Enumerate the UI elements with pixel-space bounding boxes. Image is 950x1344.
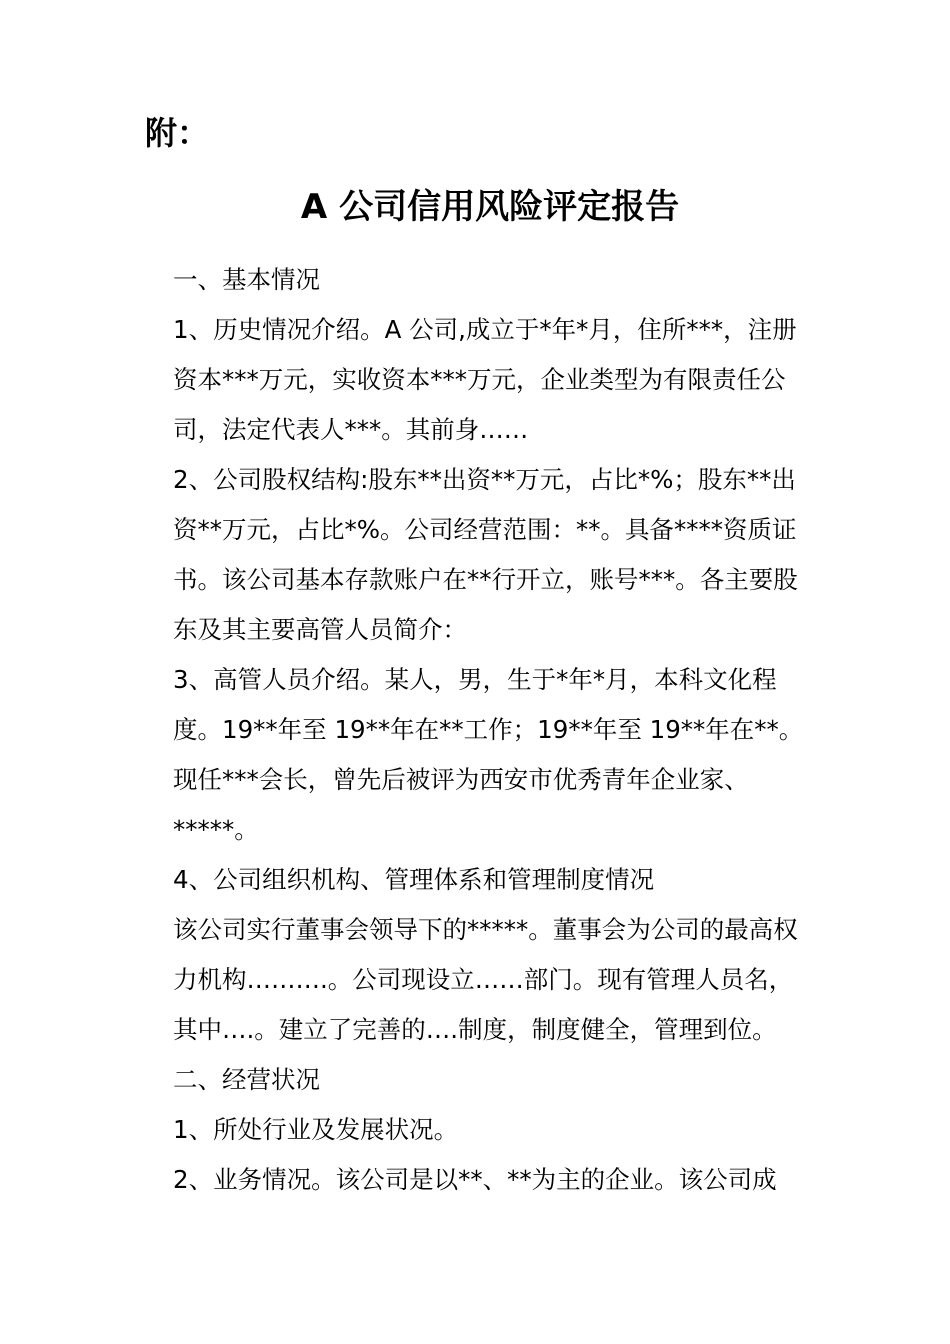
report-title: A 公司信用风险评定报告 <box>300 187 680 227</box>
paragraph-organization-heading: 4、公司组织机构、管理体系和管理制度情况 <box>173 865 655 894</box>
paragraph-industry: 1、所处行业及发展状况。 <box>173 1115 459 1144</box>
paragraph-history: 1、历史情况介绍。A 公司,成立于*年*月，住所***，注册资本***万元，实收资本***万元，企业类型为有限责任公司，法定代表人***。其前身…… <box>173 315 797 444</box>
section-heading-basic-info: 一、基本情况 <box>173 265 320 294</box>
paragraph-organization-detail: 该公司实行董事会领导下的*****。董事会为公司的最高权力机构……….。公司现设立……部门。现有管理人员名，其中….。建立了完善的….制度，制度健全，管理到位。 <box>173 915 798 1044</box>
paragraph-equity-structure: 2、公司股权结构:股东**出资**万元，占比*%；股东**出资**万元，占比*%。公司经营范围：**。具备****资质证书。该公司基本存款账户在**行开立，账号***。各主要股东及其主要高管人员简介： <box>173 465 798 644</box>
section-heading-operations: 二、经营状况 <box>173 1065 320 1094</box>
paragraph-business: 2、业务情况。该公司是以**、**为主的企业。该公司成 <box>173 1165 777 1194</box>
appendix-label: 附： <box>145 114 210 152</box>
report-body <box>173 255 813 1205</box>
paragraph-executives: 3、高管人员介绍。某人，男，生于*年*月，本科文化程度。19**年至 19**年在**工作；19**年至 19**年在**。现任***会长，曾先后被评为西安市优秀青年企业家、*****。 <box>173 665 804 844</box>
